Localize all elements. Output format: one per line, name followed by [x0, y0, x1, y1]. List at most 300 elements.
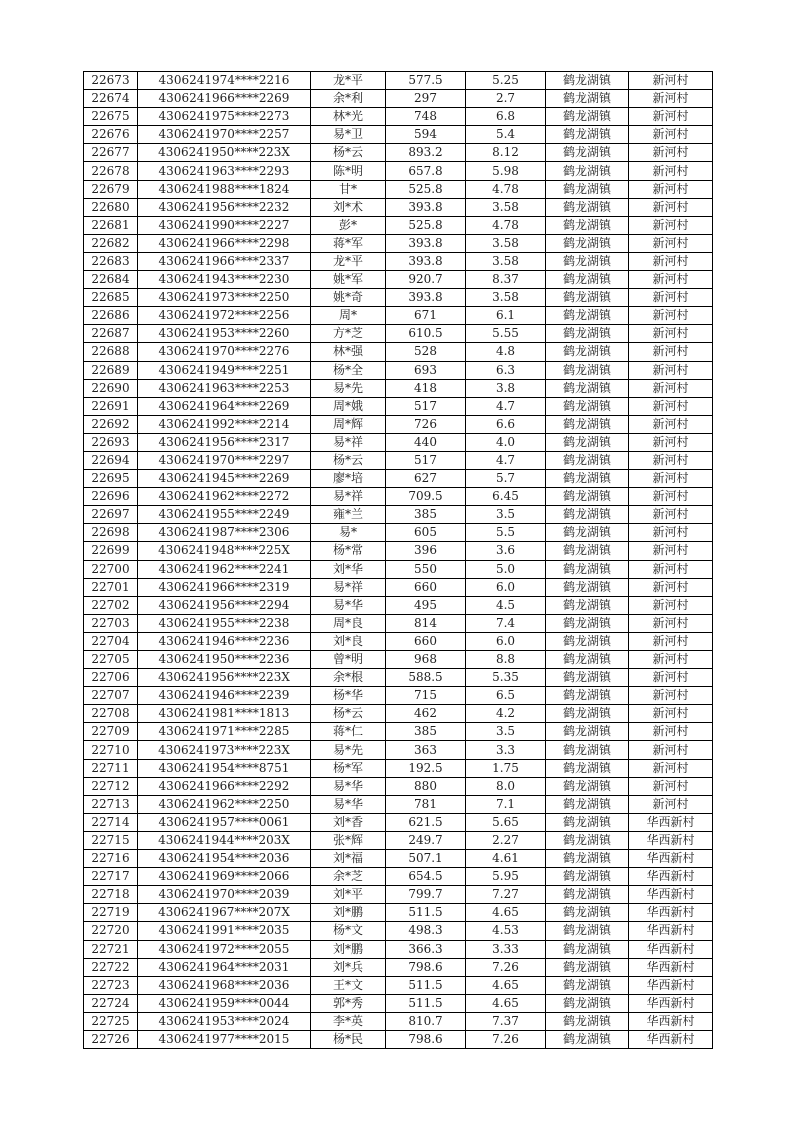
- name-cell: 杨*云: [311, 705, 386, 723]
- row-number-cell: 22702: [84, 596, 138, 614]
- village-cell: 华西新村: [629, 958, 713, 976]
- area-cell: 627: [386, 470, 466, 488]
- row-number-cell: 22711: [84, 759, 138, 777]
- table-row: [84, 850, 713, 868]
- village-cell: 华西新村: [629, 1030, 713, 1048]
- amount-cell: 5.0: [466, 560, 546, 578]
- amount-cell: 4.8: [466, 343, 546, 361]
- village-cell: 新河村: [629, 741, 713, 759]
- name-cell: 王*文: [311, 976, 386, 994]
- row-number-cell: 22715: [84, 831, 138, 849]
- amount-cell: 5.55: [466, 325, 546, 343]
- area-cell: 798.6: [386, 958, 466, 976]
- town-cell: 鹤龙湖镇: [546, 813, 629, 831]
- name-cell: 林*强: [311, 343, 386, 361]
- amount-cell: 4.2: [466, 705, 546, 723]
- id-number-cell: 4306241946****2239: [138, 687, 311, 705]
- table-row: [84, 325, 713, 343]
- name-cell: 杨*文: [311, 922, 386, 940]
- row-number-cell: 22682: [84, 234, 138, 252]
- town-cell: 鹤龙湖镇: [546, 994, 629, 1012]
- row-number-cell: 22679: [84, 180, 138, 198]
- table-row: [84, 234, 713, 252]
- row-number-cell: 22691: [84, 397, 138, 415]
- table-row: [84, 976, 713, 994]
- village-cell: 新河村: [629, 524, 713, 542]
- amount-cell: 6.5: [466, 687, 546, 705]
- row-number-cell: 22718: [84, 886, 138, 904]
- area-cell: 393.8: [386, 198, 466, 216]
- name-cell: 刘*福: [311, 850, 386, 868]
- id-number-cell: 4306241962****2272: [138, 488, 311, 506]
- amount-cell: 3.3: [466, 741, 546, 759]
- table-row: [84, 1030, 713, 1048]
- amount-cell: 7.37: [466, 1012, 546, 1030]
- village-cell: 新河村: [629, 759, 713, 777]
- table-row: [84, 162, 713, 180]
- name-cell: 刘*兵: [311, 958, 386, 976]
- id-number-cell: 4306241956****2232: [138, 198, 311, 216]
- town-cell: 鹤龙湖镇: [546, 1030, 629, 1048]
- row-number-cell: 22673: [84, 72, 138, 90]
- row-number-cell: 22716: [84, 850, 138, 868]
- amount-cell: 7.4: [466, 614, 546, 632]
- id-number-cell: 4306241970****2276: [138, 343, 311, 361]
- amount-cell: 4.7: [466, 451, 546, 469]
- name-cell: 易*卫: [311, 126, 386, 144]
- town-cell: 鹤龙湖镇: [546, 831, 629, 849]
- table-row: [84, 994, 713, 1012]
- town-cell: 鹤龙湖镇: [546, 90, 629, 108]
- area-cell: 517: [386, 451, 466, 469]
- amount-cell: 7.26: [466, 958, 546, 976]
- town-cell: 鹤龙湖镇: [546, 343, 629, 361]
- area-cell: 507.1: [386, 850, 466, 868]
- amount-cell: 3.5: [466, 506, 546, 524]
- id-number-cell: 4306241953****2024: [138, 1012, 311, 1030]
- name-cell: 周*良: [311, 614, 386, 632]
- id-number-cell: 4306241950****223X: [138, 144, 311, 162]
- name-cell: 易*: [311, 524, 386, 542]
- village-cell: 新河村: [629, 379, 713, 397]
- id-number-cell: 4306241968****2036: [138, 976, 311, 994]
- name-cell: 龙*平: [311, 72, 386, 90]
- table-row: [84, 669, 713, 687]
- row-number-cell: 22680: [84, 198, 138, 216]
- table-row: [84, 940, 713, 958]
- name-cell: 余*芝: [311, 868, 386, 886]
- name-cell: 易*华: [311, 596, 386, 614]
- id-number-cell: 4306241972****2055: [138, 940, 311, 958]
- table-row: [84, 868, 713, 886]
- row-number-cell: 22705: [84, 651, 138, 669]
- table-row: [84, 831, 713, 849]
- amount-cell: 6.0: [466, 578, 546, 596]
- town-cell: 鹤龙湖镇: [546, 488, 629, 506]
- row-number-cell: 22713: [84, 795, 138, 813]
- village-cell: 华西新村: [629, 904, 713, 922]
- village-cell: 新河村: [629, 506, 713, 524]
- id-number-cell: 4306241953****2260: [138, 325, 311, 343]
- town-cell: 鹤龙湖镇: [546, 415, 629, 433]
- table-row: [84, 433, 713, 451]
- town-cell: 鹤龙湖镇: [546, 325, 629, 343]
- row-number-cell: 22703: [84, 614, 138, 632]
- village-cell: 新河村: [629, 560, 713, 578]
- name-cell: 易*先: [311, 741, 386, 759]
- name-cell: 张*辉: [311, 831, 386, 849]
- amount-cell: 4.61: [466, 850, 546, 868]
- amount-cell: 8.0: [466, 777, 546, 795]
- table-row: [84, 596, 713, 614]
- table-row: [84, 488, 713, 506]
- village-cell: 新河村: [629, 271, 713, 289]
- table-row: [84, 397, 713, 415]
- town-cell: 鹤龙湖镇: [546, 669, 629, 687]
- table-row: [84, 198, 713, 216]
- area-cell: 709.5: [386, 488, 466, 506]
- area-cell: 393.8: [386, 289, 466, 307]
- town-cell: 鹤龙湖镇: [546, 759, 629, 777]
- area-cell: 893.2: [386, 144, 466, 162]
- table-row: [84, 759, 713, 777]
- area-cell: 528: [386, 343, 466, 361]
- row-number-cell: 22709: [84, 723, 138, 741]
- id-number-cell: 4306241962****2250: [138, 795, 311, 813]
- village-cell: 华西新村: [629, 922, 713, 940]
- table-row: [84, 904, 713, 922]
- village-cell: 新河村: [629, 451, 713, 469]
- area-cell: 621.5: [386, 813, 466, 831]
- row-number-cell: 22701: [84, 578, 138, 596]
- id-number-cell: 4306241970****2039: [138, 886, 311, 904]
- area-cell: 385: [386, 506, 466, 524]
- town-cell: 鹤龙湖镇: [546, 126, 629, 144]
- village-cell: 华西新村: [629, 886, 713, 904]
- area-cell: 498.3: [386, 922, 466, 940]
- village-cell: 华西新村: [629, 850, 713, 868]
- village-cell: 新河村: [629, 723, 713, 741]
- amount-cell: 6.1: [466, 307, 546, 325]
- id-number-cell: 4306241991****2035: [138, 922, 311, 940]
- name-cell: 曾*明: [311, 651, 386, 669]
- area-cell: 393.8: [386, 234, 466, 252]
- name-cell: 蒋*仁: [311, 723, 386, 741]
- name-cell: 刘*平: [311, 886, 386, 904]
- name-cell: 杨*军: [311, 759, 386, 777]
- village-cell: 新河村: [629, 90, 713, 108]
- town-cell: 鹤龙湖镇: [546, 470, 629, 488]
- amount-cell: 4.0: [466, 433, 546, 451]
- id-number-cell: 4306241954****2036: [138, 850, 311, 868]
- row-number-cell: 22724: [84, 994, 138, 1012]
- id-number-cell: 4306241964****2031: [138, 958, 311, 976]
- id-number-cell: 4306241944****203X: [138, 831, 311, 849]
- table-row: [84, 958, 713, 976]
- amount-cell: 4.7: [466, 397, 546, 415]
- id-number-cell: 4306241964****2269: [138, 397, 311, 415]
- table-row: [84, 687, 713, 705]
- village-cell: 新河村: [629, 669, 713, 687]
- town-cell: 鹤龙湖镇: [546, 596, 629, 614]
- id-number-cell: 4306241945****2269: [138, 470, 311, 488]
- village-cell: 新河村: [629, 144, 713, 162]
- amount-cell: 1.75: [466, 759, 546, 777]
- town-cell: 鹤龙湖镇: [546, 451, 629, 469]
- name-cell: 杨*民: [311, 1030, 386, 1048]
- row-number-cell: 22721: [84, 940, 138, 958]
- name-cell: 易*祥: [311, 488, 386, 506]
- name-cell: 易*祥: [311, 433, 386, 451]
- village-cell: 新河村: [629, 415, 713, 433]
- name-cell: 林*光: [311, 108, 386, 126]
- row-number-cell: 22684: [84, 271, 138, 289]
- table-row: [84, 922, 713, 940]
- name-cell: 龙*平: [311, 252, 386, 270]
- village-cell: 新河村: [629, 614, 713, 632]
- amount-cell: 3.58: [466, 252, 546, 270]
- table-row: [84, 144, 713, 162]
- area-cell: 550: [386, 560, 466, 578]
- row-number-cell: 22698: [84, 524, 138, 542]
- amount-cell: 2.7: [466, 90, 546, 108]
- area-cell: 671: [386, 307, 466, 325]
- id-number-cell: 4306241981****1813: [138, 705, 311, 723]
- area-cell: 781: [386, 795, 466, 813]
- village-cell: 华西新村: [629, 1012, 713, 1030]
- village-cell: 新河村: [629, 343, 713, 361]
- town-cell: 鹤龙湖镇: [546, 922, 629, 940]
- name-cell: 杨*云: [311, 144, 386, 162]
- town-cell: 鹤龙湖镇: [546, 198, 629, 216]
- id-number-cell: 4306241957****0061: [138, 813, 311, 831]
- table-row: [84, 90, 713, 108]
- row-number-cell: 22706: [84, 669, 138, 687]
- village-cell: 新河村: [629, 795, 713, 813]
- row-number-cell: 22720: [84, 922, 138, 940]
- table-row: [84, 415, 713, 433]
- area-cell: 440: [386, 433, 466, 451]
- name-cell: 刘*香: [311, 813, 386, 831]
- name-cell: 周*辉: [311, 415, 386, 433]
- area-cell: 249.7: [386, 831, 466, 849]
- id-number-cell: 4306241977****2015: [138, 1030, 311, 1048]
- table-row: [84, 108, 713, 126]
- row-number-cell: 22708: [84, 705, 138, 723]
- table-row: [84, 126, 713, 144]
- amount-cell: 5.7: [466, 470, 546, 488]
- area-cell: 511.5: [386, 904, 466, 922]
- id-number-cell: 4306241966****2298: [138, 234, 311, 252]
- table-row: [84, 705, 713, 723]
- village-cell: 新河村: [629, 325, 713, 343]
- amount-cell: 3.6: [466, 542, 546, 560]
- village-cell: 新河村: [629, 470, 713, 488]
- village-cell: 新河村: [629, 651, 713, 669]
- amount-cell: 8.37: [466, 271, 546, 289]
- village-cell: 新河村: [629, 687, 713, 705]
- area-cell: 798.6: [386, 1030, 466, 1048]
- table-row: [84, 578, 713, 596]
- amount-cell: 6.3: [466, 361, 546, 379]
- village-cell: 新河村: [629, 162, 713, 180]
- name-cell: 李*英: [311, 1012, 386, 1030]
- village-cell: 新河村: [629, 488, 713, 506]
- name-cell: 陈*明: [311, 162, 386, 180]
- name-cell: 周*: [311, 307, 386, 325]
- id-number-cell: 4306241956****2317: [138, 433, 311, 451]
- town-cell: 鹤龙湖镇: [546, 72, 629, 90]
- village-cell: 华西新村: [629, 940, 713, 958]
- village-cell: 新河村: [629, 216, 713, 234]
- table-row: [84, 795, 713, 813]
- id-number-cell: 4306241975****2273: [138, 108, 311, 126]
- row-number-cell: 22678: [84, 162, 138, 180]
- id-number-cell: 4306241970****2257: [138, 126, 311, 144]
- town-cell: 鹤龙湖镇: [546, 976, 629, 994]
- table-row: [84, 560, 713, 578]
- row-number-cell: 22697: [84, 506, 138, 524]
- row-number-cell: 22714: [84, 813, 138, 831]
- area-cell: 393.8: [386, 252, 466, 270]
- id-number-cell: 4306241962****2241: [138, 560, 311, 578]
- amount-cell: 4.65: [466, 976, 546, 994]
- table-row: [84, 542, 713, 560]
- name-cell: 彭*: [311, 216, 386, 234]
- id-number-cell: 4306241959****0044: [138, 994, 311, 1012]
- amount-cell: 3.33: [466, 940, 546, 958]
- id-number-cell: 4306241966****2269: [138, 90, 311, 108]
- town-cell: 鹤龙湖镇: [546, 795, 629, 813]
- amount-cell: 4.65: [466, 904, 546, 922]
- id-number-cell: 4306241969****2066: [138, 868, 311, 886]
- village-cell: 华西新村: [629, 976, 713, 994]
- town-cell: 鹤龙湖镇: [546, 271, 629, 289]
- town-cell: 鹤龙湖镇: [546, 741, 629, 759]
- village-cell: 新河村: [629, 397, 713, 415]
- data-table: [83, 71, 713, 1049]
- name-cell: 余*利: [311, 90, 386, 108]
- table-row: [84, 632, 713, 650]
- area-cell: 396: [386, 542, 466, 560]
- area-cell: 654.5: [386, 868, 466, 886]
- table-row: [84, 1012, 713, 1030]
- name-cell: 杨*全: [311, 361, 386, 379]
- amount-cell: 3.58: [466, 198, 546, 216]
- name-cell: 杨*华: [311, 687, 386, 705]
- row-number-cell: 22686: [84, 307, 138, 325]
- id-number-cell: 4306241973****2250: [138, 289, 311, 307]
- row-number-cell: 22707: [84, 687, 138, 705]
- table-row: [84, 307, 713, 325]
- name-cell: 雍*兰: [311, 506, 386, 524]
- town-cell: 鹤龙湖镇: [546, 578, 629, 596]
- amount-cell: 5.25: [466, 72, 546, 90]
- village-cell: 新河村: [629, 542, 713, 560]
- area-cell: 594: [386, 126, 466, 144]
- town-cell: 鹤龙湖镇: [546, 307, 629, 325]
- amount-cell: 3.5: [466, 723, 546, 741]
- row-number-cell: 22717: [84, 868, 138, 886]
- row-number-cell: 22696: [84, 488, 138, 506]
- village-cell: 华西新村: [629, 831, 713, 849]
- area-cell: 525.8: [386, 216, 466, 234]
- town-cell: 鹤龙湖镇: [546, 632, 629, 650]
- name-cell: 易*先: [311, 379, 386, 397]
- area-cell: 511.5: [386, 994, 466, 1012]
- name-cell: 姚*奇: [311, 289, 386, 307]
- id-number-cell: 4306241972****2256: [138, 307, 311, 325]
- town-cell: 鹤龙湖镇: [546, 560, 629, 578]
- village-cell: 新河村: [629, 72, 713, 90]
- table-row: [84, 723, 713, 741]
- town-cell: 鹤龙湖镇: [546, 777, 629, 795]
- amount-cell: 3.58: [466, 234, 546, 252]
- amount-cell: 8.8: [466, 651, 546, 669]
- table-row: [84, 252, 713, 270]
- table-row: [84, 271, 713, 289]
- id-number-cell: 4306241955****2249: [138, 506, 311, 524]
- table-row: [84, 72, 713, 90]
- area-cell: 297: [386, 90, 466, 108]
- table-row: [84, 451, 713, 469]
- amount-cell: 6.6: [466, 415, 546, 433]
- village-cell: 新河村: [629, 433, 713, 451]
- amount-cell: 4.5: [466, 596, 546, 614]
- amount-cell: 5.5: [466, 524, 546, 542]
- town-cell: 鹤龙湖镇: [546, 886, 629, 904]
- area-cell: 799.7: [386, 886, 466, 904]
- name-cell: 蒋*军: [311, 234, 386, 252]
- area-cell: 495: [386, 596, 466, 614]
- table-row: [84, 506, 713, 524]
- area-cell: 810.7: [386, 1012, 466, 1030]
- row-number-cell: 22699: [84, 542, 138, 560]
- town-cell: 鹤龙湖镇: [546, 614, 629, 632]
- amount-cell: 4.65: [466, 994, 546, 1012]
- town-cell: 鹤龙湖镇: [546, 108, 629, 126]
- area-cell: 605: [386, 524, 466, 542]
- table-row: [84, 216, 713, 234]
- row-number-cell: 22674: [84, 90, 138, 108]
- area-cell: 418: [386, 379, 466, 397]
- row-number-cell: 22725: [84, 1012, 138, 1030]
- village-cell: 新河村: [629, 578, 713, 596]
- amount-cell: 3.58: [466, 289, 546, 307]
- amount-cell: 6.8: [466, 108, 546, 126]
- row-number-cell: 22690: [84, 379, 138, 397]
- row-number-cell: 22723: [84, 976, 138, 994]
- name-cell: 易*祥: [311, 578, 386, 596]
- amount-cell: 2.27: [466, 831, 546, 849]
- id-number-cell: 4306241966****2337: [138, 252, 311, 270]
- village-cell: 新河村: [629, 126, 713, 144]
- village-cell: 新河村: [629, 198, 713, 216]
- id-number-cell: 4306241966****2319: [138, 578, 311, 596]
- id-number-cell: 4306241990****2227: [138, 216, 311, 234]
- town-cell: 鹤龙湖镇: [546, 144, 629, 162]
- row-number-cell: 22726: [84, 1030, 138, 1048]
- village-cell: 华西新村: [629, 813, 713, 831]
- row-number-cell: 22675: [84, 108, 138, 126]
- town-cell: 鹤龙湖镇: [546, 940, 629, 958]
- village-cell: 新河村: [629, 234, 713, 252]
- town-cell: 鹤龙湖镇: [546, 542, 629, 560]
- village-cell: 新河村: [629, 777, 713, 795]
- table-body: [84, 72, 713, 1049]
- town-cell: 鹤龙湖镇: [546, 1012, 629, 1030]
- table-row: [84, 651, 713, 669]
